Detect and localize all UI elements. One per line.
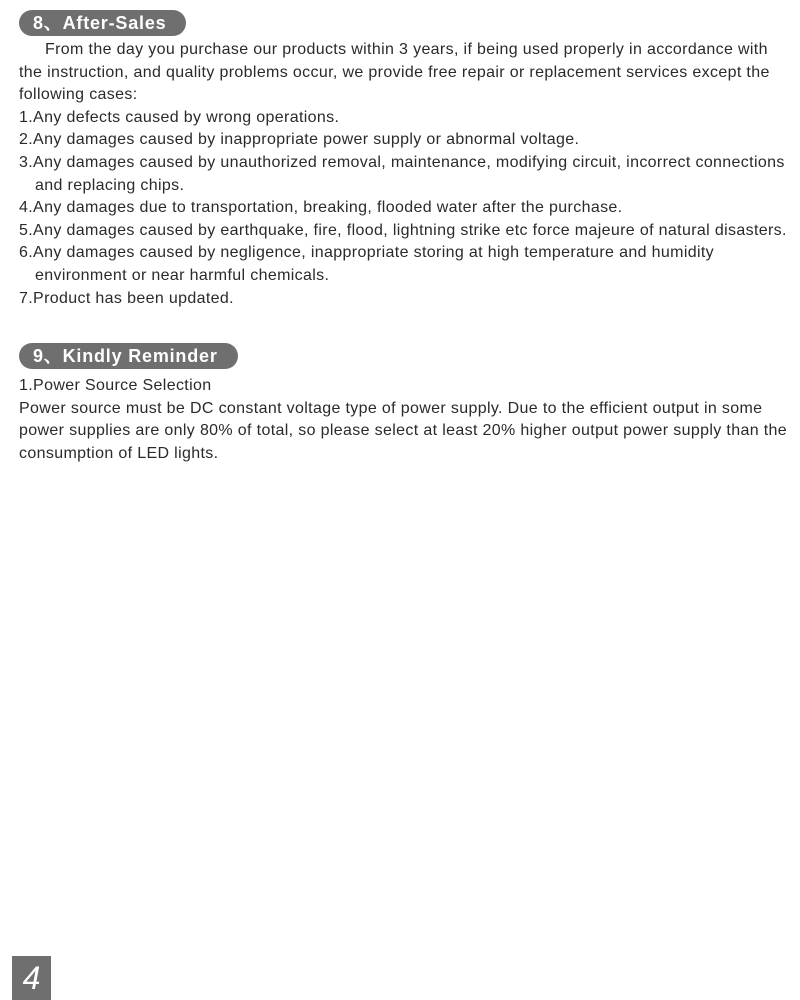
section-heading-after-sales: 8、After-Sales <box>19 10 186 36</box>
page-number: 4 <box>12 956 51 1000</box>
list-item: 2.Any damages caused by inappropriate power supply or abnormal voltage. <box>19 131 580 149</box>
list-item: 5.Any damages caused by earthquake, fire, flood, lightning strike etc force majeure of natural disasters. <box>19 221 787 239</box>
after-sales-section <box>19 39 789 310</box>
list-item: 4.Any damages due to transportation, breaking, flooded water after the purchase. <box>19 199 623 217</box>
power-source-text: Power source must be DC constant voltage type of power supply. Due to the efficient output in some power supplies are only 80% of total, so please select at least 20% higher output power supply than the consumption of LED lights. <box>19 399 788 462</box>
list-item: 1.Any defects caused by wrong operations. <box>19 108 340 126</box>
kindly-reminder-section <box>19 375 789 465</box>
list-item: 7.Product has been updated. <box>19 289 234 307</box>
list-item: 6.Any damages caused by negligence, inappropriate storing at high temperature and humidity environment or near harmful chemicals. <box>19 244 715 284</box>
after-sales-intro: From the day you purchase our products within 3 years, if being used properly in accordance with the instruction, and quality problems occur, we provide free repair or replacement services except the following cases: <box>19 41 770 104</box>
power-source-subheading: 1.Power Source Selection <box>19 377 212 394</box>
list-item: 3.Any damages caused by unauthorized removal, maintenance, modifying circuit, incorrect connections and replacing chips. <box>19 153 785 194</box>
section-heading-kindly-reminder: 9、Kindly Reminder <box>19 343 238 369</box>
after-sales-exclusions-list <box>19 107 789 310</box>
